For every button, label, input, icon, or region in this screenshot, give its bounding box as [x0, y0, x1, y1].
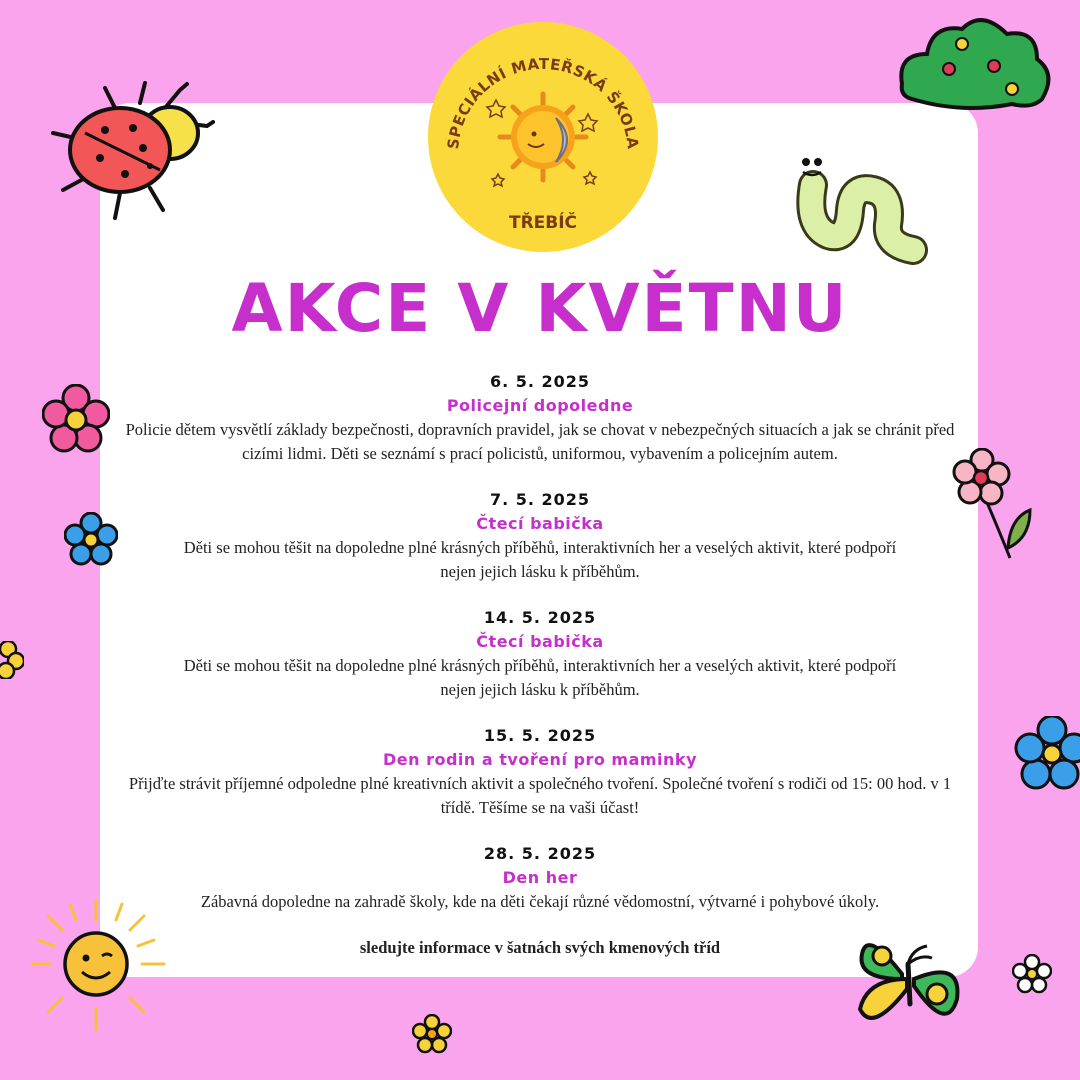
event-description: Policie dětem vysvětlí základy bezpečnosti, dopravních pravidel, jak se chovat v nebezpečných situacích a jak se chránit před cizími lidmi. Děti se seznámí s prací policistů, uniformou, vybavením a policejním autem. — [125, 420, 955, 463]
pink-flower-icon — [42, 384, 110, 456]
event-name: Den rodin a tvoření pro maminky — [383, 750, 697, 769]
event-item — [110, 724, 970, 820]
event-date: 14. 5. 2025 — [483, 608, 597, 627]
event-name: Čtecí babička — [476, 632, 604, 651]
event-item — [110, 370, 970, 466]
event-item — [110, 606, 970, 702]
small-yellow-flower-icon — [412, 1014, 452, 1054]
bush-icon — [892, 14, 1057, 119]
school-logo — [428, 22, 658, 252]
event-date: 28. 5. 2025 — [483, 844, 597, 863]
event-name: Policejní dopoledne — [446, 396, 634, 415]
worm-icon — [788, 150, 928, 265]
event-date: 7. 5. 2025 — [489, 490, 591, 509]
footer-note: sledujte informace v šatnách svých kmenových tříd — [359, 938, 721, 957]
event-list — [110, 370, 970, 936]
event-name: Čtecí babička — [476, 514, 604, 533]
page-title: AKCE V KVĚTNU — [231, 270, 849, 347]
event-description: Zábavná dopoledne na zahradě školy, kde na děti čekají různé vědomostní, výtvarné i pohybové úkoly. — [200, 892, 880, 911]
white-flower-icon — [1012, 954, 1052, 994]
event-name: Den her — [502, 868, 578, 887]
event-description: Přijďte strávit příjemné odpoledne plné kreativních aktivit a společného tvoření. Společné tvoření s rodiči od 15: 00 hod. v 1 třídě. Těšíme se na vaši účast! — [128, 774, 952, 817]
event-date: 15. 5. 2025 — [483, 726, 597, 745]
event-date: 6. 5. 2025 — [489, 372, 591, 391]
ladybug-icon — [45, 78, 220, 228]
yellow-flower-icon — [0, 641, 24, 679]
event-description: Děti se mohou těšit na dopoledne plné krásných příběhů, interaktivních her a veselých aktivit, které podpoří nejen jejich lásku k příběhům. — [183, 656, 897, 699]
event-item — [110, 842, 970, 914]
logo-bottom-text: TŘEBÍČ — [508, 213, 578, 233]
event-description: Děti se mohou těšit na dopoledne plné krásných příběhů, interaktivních her a veselých aktivit, které podpoří nejen jejich lásku k příběhům. — [183, 538, 897, 581]
blue-flower-right-icon — [1014, 716, 1080, 792]
logo-arc-text: SPECIÁLNÍ MATEŘSKÁ ŠKOLA — [444, 54, 642, 151]
event-item — [110, 488, 970, 584]
sun-moon-icon — [500, 94, 586, 180]
